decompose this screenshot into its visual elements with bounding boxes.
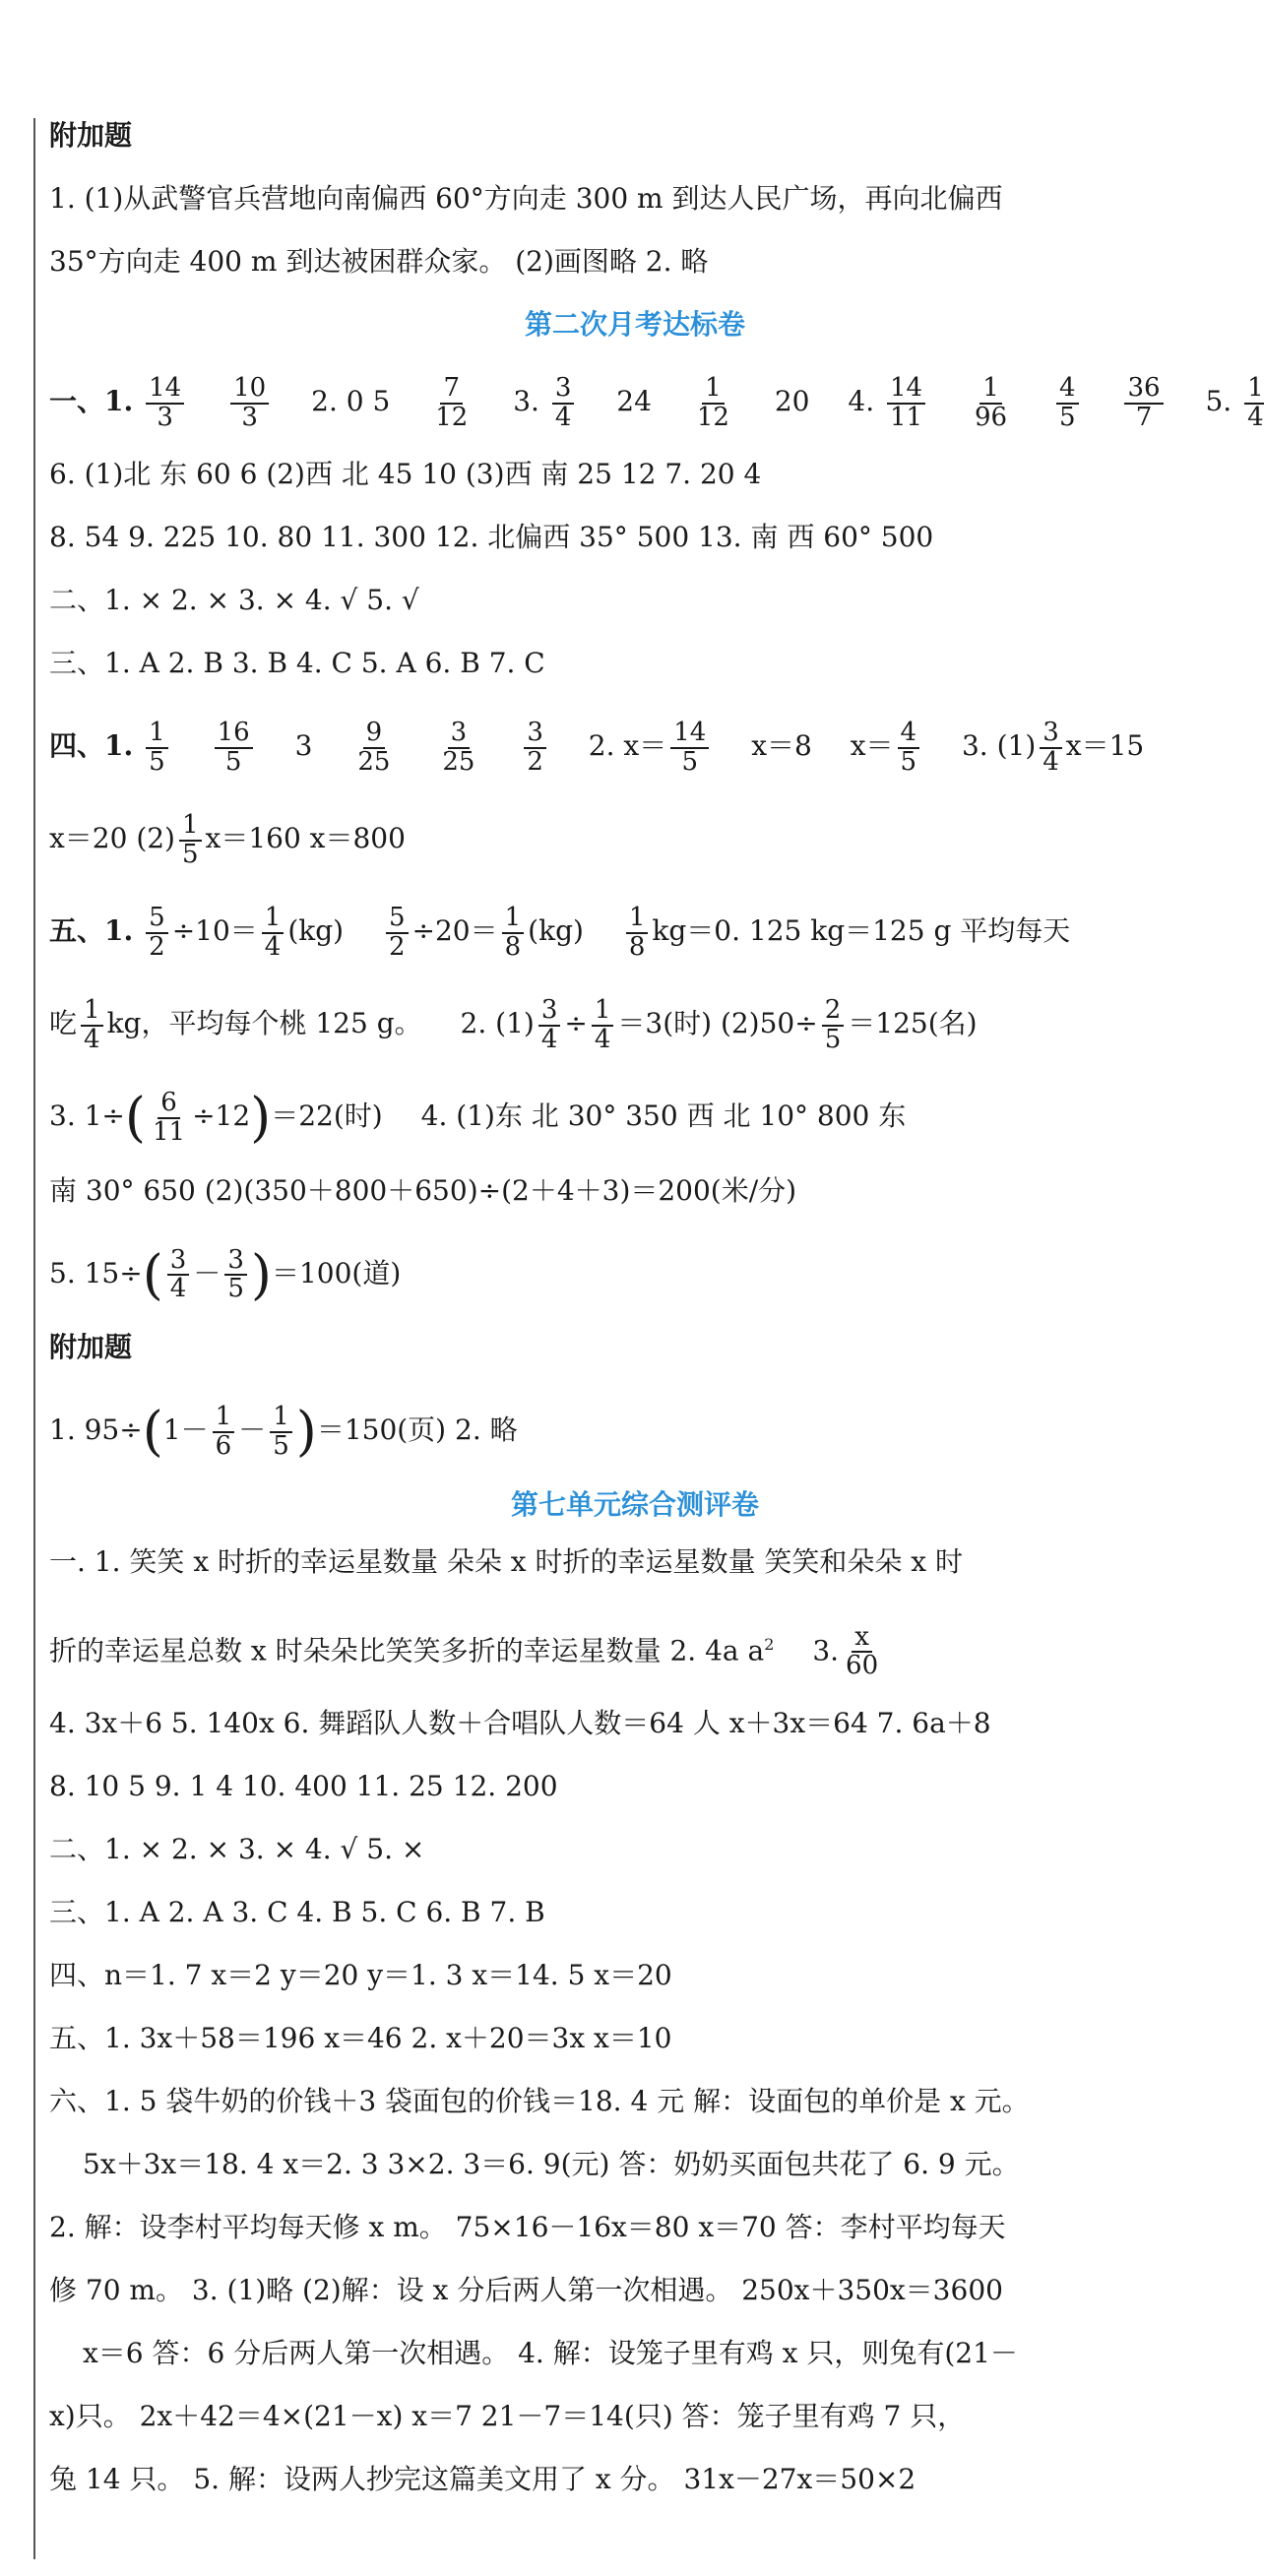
answer-text: 3 [294, 729, 313, 762]
answer-text: x＝ [850, 729, 894, 762]
fraction: $\frac{3}{25}$ [442, 718, 475, 777]
fraction: $\frac{7}{12}$ [435, 373, 469, 432]
answer-text: 折的幸运星总数 x 时朵朵比笑笑多折的幸运星数量 2. 4a a [49, 1633, 765, 1666]
answer-text: x＝15 [1065, 729, 1145, 762]
fraction: $\frac{1}{8}$ [502, 905, 525, 961]
answer-page [49, 116, 1264, 2523]
paren-left: ( [142, 1400, 163, 1463]
fraction: $\frac{5}{2}$ [146, 905, 168, 961]
fraction: $\frac{6}{11}$ [152, 1088, 186, 1147]
answer-text: ÷12 [192, 1100, 251, 1132]
fraction: $\frac{1}{96}$ [975, 373, 1008, 432]
answer-line: 1. (1)从武警官兵营地向南偏西 60°方向走 300 m 到达人民广场，再向北偏西 [49, 182, 1003, 215]
answer-text: 3. 1÷ [49, 1100, 125, 1132]
answer-line-q4-cont [49, 799, 1221, 878]
answer-line: 修 70 m。 3. (1)略 (2)解：设 x 分后两人第一次相遇。 250x＋350x＝3600 [49, 2273, 1003, 2306]
answer-line: 8. 54 9. 225 10. 80 11. 300 12. 北偏西 35° 500 13. 南 西 60° 500 [49, 521, 934, 553]
fraction: $\frac{3}{2}$ [524, 720, 546, 776]
paren-right: ) [295, 1400, 317, 1463]
answer-text: 2. (1) [460, 1007, 535, 1039]
fraction: $\frac{x}{60}$ [846, 1622, 879, 1681]
answer-text: (kg) [528, 914, 584, 947]
fraction: $\frac{10}{3}$ [230, 375, 269, 431]
superscript: 2 [764, 1634, 775, 1654]
answer-text: (kg) [287, 914, 345, 947]
bonus-heading: 附加题 [49, 119, 133, 152]
answer-text: x＝160 x＝800 [205, 822, 406, 854]
paren-left: ( [124, 1086, 146, 1149]
answer-text: 1. 95÷ [49, 1414, 143, 1446]
answer-text: 5. 15÷ [49, 1256, 143, 1289]
answer-line: 南 30° 650 (2)(350＋800＋650)÷(2＋4＋3)＝200(米/分) [49, 1173, 797, 1207]
answer-line: 三、1. A 2. B 3. B 4. C 5. A 6. B 7. C [49, 647, 545, 679]
operator: － [238, 1414, 267, 1446]
fraction: $\frac{3}{5}$ [224, 1247, 247, 1303]
fraction: $\frac{9}{25}$ [357, 718, 391, 777]
answer-text: 20 [774, 385, 810, 417]
answer-text: ＝150(页) 2. 略 [316, 1414, 518, 1446]
fraction: $\frac{1}{5}$ [179, 812, 202, 868]
answer-line: x)只。 2x＋42＝4×(21－x) x＝7 21－7＝14(只) 答：笼子里有鸡 7 只， [49, 2399, 966, 2432]
answer-text: kg，平均每个桃 125 g。 [106, 1007, 422, 1039]
fraction: $\frac{14}{3}$ [146, 375, 184, 431]
answer-text: x＝8 [751, 729, 812, 762]
answer-text: kg＝0. 125 kg＝125 g 平均每天 [652, 914, 1071, 947]
fraction: $\frac{3}{4}$ [1040, 720, 1062, 776]
fraction: $\frac{4}{5}$ [1056, 375, 1079, 431]
fraction: $\frac{14}{11}$ [887, 375, 925, 431]
answer-text: ＝3(时) (2)50÷ [617, 1007, 818, 1039]
paren-right: ) [250, 1243, 272, 1305]
paren-right: ) [250, 1086, 272, 1149]
answer-line: 兔 14 只。 5. 解：设两人抄完这篇美文用了 x 分。 31x－27x＝50×2 [49, 2462, 916, 2495]
fraction: $\frac{1}{4}$ [1244, 375, 1264, 431]
section-title: 第七单元综合测评卷 [510, 1487, 759, 1521]
fraction: $\frac{1}{6}$ [213, 1404, 235, 1460]
answer-text: 3. [812, 1633, 840, 1666]
answer-line: 三、1. A 2. A 3. C 4. B 5. C 6. B 7. B [49, 1895, 545, 1928]
answer-text: ÷ [564, 1007, 588, 1039]
answer-text: 2. 0 5 [311, 385, 391, 417]
answer-text: ÷20＝ [411, 914, 498, 947]
fraction: $\frac{2}{5}$ [822, 997, 845, 1053]
answer-line: 六、1. 5 袋牛奶的价钱＋3 袋面包的价钱＝18. 4 元 解：设面包的单价是 x 元。 [49, 2084, 1030, 2117]
fraction: $\frac{1}{5}$ [270, 1404, 292, 1460]
answer-line-q5-3 [49, 1077, 1221, 1158]
answer-line: 五、1. 3x＋58＝196 x＝46 2. x＋20＝3x x＝10 [49, 2021, 672, 2054]
fraction: $\frac{3}{4}$ [552, 375, 575, 431]
answer-line: x＝6 答：6 分后两人第一次相遇。 4. 解：设笼子里有鸡 x 只，则兔有(21－ [83, 2336, 1018, 2369]
answer-line-q1 [49, 362, 1264, 441]
answer-text: ＝22(时) [271, 1100, 383, 1132]
paren-left: ( [142, 1243, 163, 1305]
answer-line: 8. 10 5 9. 1 4 10. 400 11. 25 12. 200 [49, 1769, 558, 1802]
fraction: $\frac{1}{4}$ [81, 997, 103, 1053]
answer-text: 2. x＝ [588, 729, 667, 762]
answer-line: 一. 1. 笑笑 x 时折的幸运星数量 朵朵 x 时折的幸运星数量 笑笑和朵朵 x 时 [49, 1544, 963, 1578]
fraction: $\frac{1}{12}$ [696, 373, 729, 432]
answer-text: 5. [1205, 385, 1232, 417]
section-title: 第二次月考达标卷 [524, 308, 745, 341]
fraction: $\frac{5}{2}$ [386, 905, 409, 961]
q-label: 四、1. [49, 729, 134, 762]
answer-line: 5x＋3x＝18. 4 x＝2. 3 3×2. 3＝6. 9(元) 答：奶奶买面包共花了 6. 9 元。 [83, 2147, 1020, 2180]
fraction: $\frac{1}{8}$ [626, 905, 649, 961]
fraction: $\frac{3}{4}$ [538, 997, 561, 1053]
answer-line: 四、n＝1. 7 x＝2 y＝20 y＝1. 3 x＝14. 5 x＝20 [49, 1958, 672, 1991]
operator: － [193, 1256, 221, 1289]
answer-line: 4. 3x＋6 5. 140x 6. 舞蹈队人数＋合唱队人数＝64 人 x＋3x＝64 7. 6a＋8 [49, 1706, 991, 1739]
bonus-heading: 附加题 [49, 1331, 133, 1363]
answer-line-bonus [49, 1391, 1221, 1472]
answer-line: 35°方向走 400 m 到达被困群众家。 (2)画图略 2. 略 [49, 245, 709, 278]
answer-text: x＝20 (2) [49, 822, 175, 854]
answer-text: ＝100(道) [271, 1256, 402, 1289]
fraction: $\frac{1}{5}$ [146, 720, 168, 776]
answer-text: 1－ [162, 1414, 209, 1446]
answer-text: ÷10＝ [171, 914, 258, 947]
margin-rule [33, 118, 35, 2559]
answer-text: 3. [513, 385, 539, 417]
answer-line-q5-1 [49, 892, 1221, 971]
answer-text: 3. (1) [961, 729, 1037, 762]
fraction: $\frac{14}{5}$ [670, 720, 709, 776]
q-label: 五、1. [49, 914, 134, 947]
answer-text: 4. (1)东 北 30° 350 西 北 10° 800 东 [420, 1100, 907, 1132]
answer-text: ＝125(名) [848, 1007, 978, 1039]
answer-line: 2. 解：设李村平均每天修 x m。 75×16－16x＝80 x＝70 答：李村平均每天 [49, 2210, 1006, 2243]
answer-line-q5-5 [49, 1234, 1221, 1315]
fraction: $\frac{3}{4}$ [167, 1247, 190, 1303]
fraction: $\frac{1}{4}$ [592, 997, 614, 1053]
answer-line-q5-2 [49, 984, 1221, 1063]
answer-text: 24 [616, 385, 652, 417]
answer-text: 吃 [49, 1007, 78, 1039]
answer-text: 4. [848, 385, 875, 417]
fraction: $\frac{4}{5}$ [898, 720, 920, 776]
answer-line: 二、1. × 2. × 3. × 4. √ 5. √ [49, 584, 419, 616]
q-label: 一、1. [49, 385, 134, 417]
fraction: $\frac{36}{7}$ [1124, 375, 1163, 431]
answer-line-unit-1b [49, 1605, 1221, 1690]
answer-line: 6. (1)北 东 60 6 (2)西 北 45 10 (3)西 南 25 12 7. 20 4 [49, 458, 762, 490]
fraction: $\frac{1}{4}$ [262, 905, 284, 961]
answer-line-q4 [49, 707, 1221, 785]
fraction: $\frac{16}{5}$ [215, 720, 253, 776]
answer-line: 二、1. × 2. × 3. × 4. √ 5. × [49, 1832, 425, 1865]
